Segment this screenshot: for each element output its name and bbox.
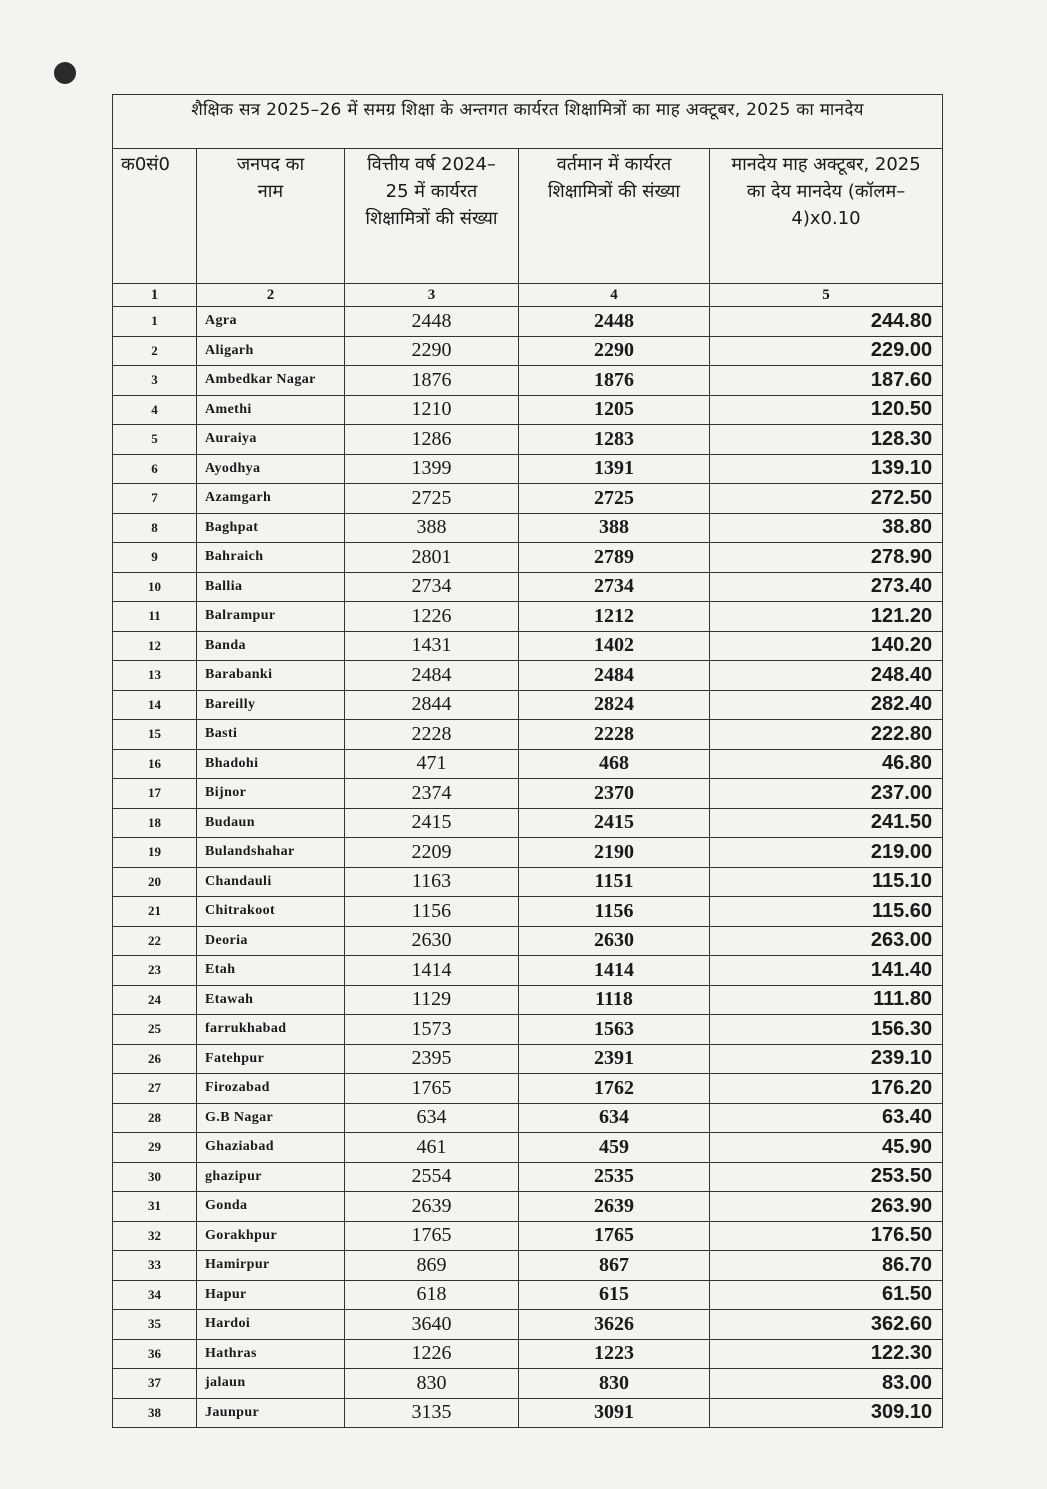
cell-serial-number: 18 — [113, 808, 197, 838]
table-row — [113, 395, 943, 425]
cell-previous-year-count: 2290 — [345, 336, 519, 366]
cell-serial-number: 33 — [113, 1251, 197, 1281]
cell-district-name: G.B Nagar — [197, 1103, 345, 1133]
cell-honorarium-amount: 229.00 — [710, 336, 943, 366]
cell-district-name: Ghaziabad — [197, 1133, 345, 1163]
cell-serial-number: 37 — [113, 1369, 197, 1399]
header-honorarium: मानदेय माह अक्टूबर, 2025 का देय मानदेय (कॉलम–4)x0.10 — [710, 149, 943, 284]
punch-hole-mark — [54, 62, 76, 84]
cell-previous-year-count: 830 — [345, 1369, 519, 1399]
cell-serial-number: 35 — [113, 1310, 197, 1340]
cell-serial-number: 21 — [113, 897, 197, 927]
table-row — [113, 661, 943, 691]
cell-honorarium-amount: 83.00 — [710, 1369, 943, 1399]
cell-district-name: Deoria — [197, 926, 345, 956]
cell-honorarium-amount: 263.00 — [710, 926, 943, 956]
cell-district-name: Amethi — [197, 395, 345, 425]
cell-serial-number: 38 — [113, 1398, 197, 1428]
cell-previous-year-count: 1226 — [345, 602, 519, 632]
honorarium-sheet — [112, 94, 942, 1428]
cell-current-count: 2415 — [519, 808, 710, 838]
cell-previous-year-count: 1129 — [345, 985, 519, 1015]
cell-honorarium-amount: 140.20 — [710, 631, 943, 661]
cell-current-count: 468 — [519, 749, 710, 779]
table-row — [113, 1133, 943, 1163]
cell-current-count: 388 — [519, 513, 710, 543]
table-row — [113, 513, 943, 543]
cell-previous-year-count: 634 — [345, 1103, 519, 1133]
header-previous-year-count: वित्तीय वर्ष 2024–25 में कार्यरत शिक्षामित्रों की संख्या — [345, 149, 519, 284]
cell-current-count: 1212 — [519, 602, 710, 632]
cell-district-name: Firozabad — [197, 1074, 345, 1104]
cell-serial-number: 32 — [113, 1221, 197, 1251]
table-row — [113, 1103, 943, 1133]
cell-honorarium-amount: 115.10 — [710, 867, 943, 897]
table-row — [113, 749, 943, 779]
cell-honorarium-amount: 121.20 — [710, 602, 943, 632]
table-row — [113, 867, 943, 897]
cell-district-name: Etawah — [197, 985, 345, 1015]
cell-previous-year-count: 2395 — [345, 1044, 519, 1074]
table-row — [113, 602, 943, 632]
table-row — [113, 336, 943, 366]
cell-previous-year-count: 2415 — [345, 808, 519, 838]
column-number-row — [113, 284, 943, 307]
cell-current-count: 2789 — [519, 543, 710, 573]
cell-district-name: farrukhabad — [197, 1015, 345, 1045]
cell-serial-number: 3 — [113, 366, 197, 396]
cell-previous-year-count: 1765 — [345, 1074, 519, 1104]
cell-honorarium-amount: 282.40 — [710, 690, 943, 720]
cell-serial-number: 26 — [113, 1044, 197, 1074]
table-row — [113, 543, 943, 573]
cell-current-count: 1762 — [519, 1074, 710, 1104]
cell-honorarium-amount: 237.00 — [710, 779, 943, 809]
table-row — [113, 985, 943, 1015]
cell-honorarium-amount: 309.10 — [710, 1398, 943, 1428]
cell-honorarium-amount: 362.60 — [710, 1310, 943, 1340]
cell-serial-number: 25 — [113, 1015, 197, 1045]
cell-current-count: 2228 — [519, 720, 710, 750]
table-row — [113, 425, 943, 455]
cell-district-name: Bareilly — [197, 690, 345, 720]
cell-previous-year-count: 388 — [345, 513, 519, 543]
column-number: 4 — [519, 284, 710, 307]
cell-previous-year-count: 1210 — [345, 395, 519, 425]
cell-current-count: 1223 — [519, 1339, 710, 1369]
cell-honorarium-amount: 244.80 — [710, 307, 943, 337]
cell-previous-year-count: 869 — [345, 1251, 519, 1281]
cell-serial-number: 5 — [113, 425, 197, 455]
cell-serial-number: 19 — [113, 838, 197, 868]
table-row — [113, 808, 943, 838]
cell-honorarium-amount: 38.80 — [710, 513, 943, 543]
cell-serial-number: 14 — [113, 690, 197, 720]
cell-current-count: 3626 — [519, 1310, 710, 1340]
table-row — [113, 1369, 943, 1399]
cell-honorarium-amount: 239.10 — [710, 1044, 943, 1074]
cell-current-count: 3091 — [519, 1398, 710, 1428]
cell-district-name: Chandauli — [197, 867, 345, 897]
cell-current-count: 2639 — [519, 1192, 710, 1222]
cell-previous-year-count: 2725 — [345, 484, 519, 514]
cell-honorarium-amount: 46.80 — [710, 749, 943, 779]
cell-honorarium-amount: 141.40 — [710, 956, 943, 986]
cell-honorarium-amount: 45.90 — [710, 1133, 943, 1163]
table-row — [113, 1015, 943, 1045]
cell-honorarium-amount: 176.50 — [710, 1221, 943, 1251]
cell-current-count: 1402 — [519, 631, 710, 661]
table-row — [113, 1162, 943, 1192]
cell-district-name: Auraiya — [197, 425, 345, 455]
cell-previous-year-count: 618 — [345, 1280, 519, 1310]
cell-previous-year-count: 1765 — [345, 1221, 519, 1251]
table-row — [113, 572, 943, 602]
header-current-count: वर्तमान में कार्यरत शिक्षामित्रों की संख्या — [519, 149, 710, 284]
header-district-name: जनपद का नाम — [197, 149, 345, 284]
cell-previous-year-count: 2448 — [345, 307, 519, 337]
cell-honorarium-amount: 139.10 — [710, 454, 943, 484]
cell-district-name: Hardoi — [197, 1310, 345, 1340]
cell-previous-year-count: 3135 — [345, 1398, 519, 1428]
cell-honorarium-amount: 156.30 — [710, 1015, 943, 1045]
cell-district-name: Ambedkar Nagar — [197, 366, 345, 396]
cell-current-count: 867 — [519, 1251, 710, 1281]
cell-honorarium-amount: 128.30 — [710, 425, 943, 455]
table-row — [113, 484, 943, 514]
cell-previous-year-count: 1226 — [345, 1339, 519, 1369]
cell-previous-year-count: 2228 — [345, 720, 519, 750]
cell-district-name: Chitrakoot — [197, 897, 345, 927]
cell-honorarium-amount: 272.50 — [710, 484, 943, 514]
cell-serial-number: 13 — [113, 661, 197, 691]
cell-serial-number: 10 — [113, 572, 197, 602]
table-row — [113, 720, 943, 750]
table-row — [113, 1310, 943, 1340]
table-row — [113, 454, 943, 484]
cell-previous-year-count: 2734 — [345, 572, 519, 602]
cell-honorarium-amount: 176.20 — [710, 1074, 943, 1104]
cell-honorarium-amount: 63.40 — [710, 1103, 943, 1133]
cell-previous-year-count: 2554 — [345, 1162, 519, 1192]
cell-serial-number: 16 — [113, 749, 197, 779]
cell-current-count: 1876 — [519, 366, 710, 396]
cell-previous-year-count: 1399 — [345, 454, 519, 484]
cell-current-count: 2535 — [519, 1162, 710, 1192]
cell-current-count: 2484 — [519, 661, 710, 691]
cell-previous-year-count: 2801 — [345, 543, 519, 573]
cell-district-name: Ballia — [197, 572, 345, 602]
cell-previous-year-count: 2639 — [345, 1192, 519, 1222]
cell-serial-number: 6 — [113, 454, 197, 484]
cell-previous-year-count: 2374 — [345, 779, 519, 809]
cell-serial-number: 4 — [113, 395, 197, 425]
cell-serial-number: 8 — [113, 513, 197, 543]
cell-current-count: 634 — [519, 1103, 710, 1133]
cell-previous-year-count: 1156 — [345, 897, 519, 927]
cell-honorarium-amount: 263.90 — [710, 1192, 943, 1222]
cell-previous-year-count: 2844 — [345, 690, 519, 720]
cell-district-name: Gonda — [197, 1192, 345, 1222]
cell-serial-number: 27 — [113, 1074, 197, 1104]
cell-current-count: 830 — [519, 1369, 710, 1399]
cell-district-name: Aligarh — [197, 336, 345, 366]
cell-previous-year-count: 1573 — [345, 1015, 519, 1045]
cell-current-count: 1118 — [519, 985, 710, 1015]
cell-district-name: Agra — [197, 307, 345, 337]
cell-district-name: Hamirpur — [197, 1251, 345, 1281]
table-row — [113, 366, 943, 396]
cell-honorarium-amount: 222.80 — [710, 720, 943, 750]
cell-previous-year-count: 3640 — [345, 1310, 519, 1340]
table-title: शैक्षिक सत्र 2025–26 में समग्र शिक्षा के अन्तगत कार्यरत शिक्षामित्रों का माह अक्टूबर, 2025 का मानदेय — [113, 95, 943, 149]
cell-honorarium-amount: 111.80 — [710, 985, 943, 1015]
cell-previous-year-count: 1876 — [345, 366, 519, 396]
cell-district-name: Jaunpur — [197, 1398, 345, 1428]
cell-serial-number: 11 — [113, 602, 197, 632]
cell-current-count: 1391 — [519, 454, 710, 484]
table-row — [113, 1044, 943, 1074]
cell-honorarium-amount: 122.30 — [710, 1339, 943, 1369]
cell-current-count: 2630 — [519, 926, 710, 956]
cell-honorarium-amount: 120.50 — [710, 395, 943, 425]
cell-current-count: 2725 — [519, 484, 710, 514]
table-row — [113, 1398, 943, 1428]
cell-serial-number: 2 — [113, 336, 197, 366]
cell-previous-year-count: 2484 — [345, 661, 519, 691]
cell-serial-number: 17 — [113, 779, 197, 809]
cell-previous-year-count: 461 — [345, 1133, 519, 1163]
cell-previous-year-count: 1163 — [345, 867, 519, 897]
cell-honorarium-amount: 253.50 — [710, 1162, 943, 1192]
cell-previous-year-count: 1286 — [345, 425, 519, 455]
table-row — [113, 838, 943, 868]
cell-previous-year-count: 471 — [345, 749, 519, 779]
cell-district-name: Bijnor — [197, 779, 345, 809]
cell-district-name: Baghpat — [197, 513, 345, 543]
column-number: 5 — [710, 284, 943, 307]
cell-district-name: Barabanki — [197, 661, 345, 691]
cell-serial-number: 28 — [113, 1103, 197, 1133]
cell-current-count: 2734 — [519, 572, 710, 602]
cell-serial-number: 20 — [113, 867, 197, 897]
cell-district-name: Balrampur — [197, 602, 345, 632]
cell-serial-number: 31 — [113, 1192, 197, 1222]
cell-previous-year-count: 1414 — [345, 956, 519, 986]
cell-current-count: 1563 — [519, 1015, 710, 1045]
cell-serial-number: 34 — [113, 1280, 197, 1310]
cell-serial-number: 22 — [113, 926, 197, 956]
cell-honorarium-amount: 86.70 — [710, 1251, 943, 1281]
table-row — [113, 779, 943, 809]
cell-honorarium-amount: 219.00 — [710, 838, 943, 868]
cell-current-count: 2391 — [519, 1044, 710, 1074]
table-row — [113, 307, 943, 337]
table-row — [113, 926, 943, 956]
cell-current-count: 2290 — [519, 336, 710, 366]
cell-district-name: Gorakhpur — [197, 1221, 345, 1251]
cell-current-count: 1151 — [519, 867, 710, 897]
table-row — [113, 897, 943, 927]
cell-current-count: 459 — [519, 1133, 710, 1163]
cell-district-name: Budaun — [197, 808, 345, 838]
cell-serial-number: 12 — [113, 631, 197, 661]
table-row — [113, 1251, 943, 1281]
cell-serial-number: 36 — [113, 1339, 197, 1369]
cell-serial-number: 7 — [113, 484, 197, 514]
cell-previous-year-count: 1431 — [345, 631, 519, 661]
cell-honorarium-amount: 241.50 — [710, 808, 943, 838]
cell-district-name: Bahraich — [197, 543, 345, 573]
cell-current-count: 2824 — [519, 690, 710, 720]
table-row — [113, 690, 943, 720]
table-row — [113, 1221, 943, 1251]
cell-district-name: Hathras — [197, 1339, 345, 1369]
cell-district-name: Banda — [197, 631, 345, 661]
cell-honorarium-amount: 273.40 — [710, 572, 943, 602]
cell-honorarium-amount: 61.50 — [710, 1280, 943, 1310]
cell-district-name: Bulandshahar — [197, 838, 345, 868]
cell-current-count: 1205 — [519, 395, 710, 425]
cell-serial-number: 23 — [113, 956, 197, 986]
cell-honorarium-amount: 115.60 — [710, 897, 943, 927]
table-body — [113, 307, 943, 1428]
cell-serial-number: 30 — [113, 1162, 197, 1192]
table-row — [113, 1074, 943, 1104]
cell-honorarium-amount: 187.60 — [710, 366, 943, 396]
cell-district-name: Hapur — [197, 1280, 345, 1310]
cell-current-count: 2370 — [519, 779, 710, 809]
cell-district-name: Ayodhya — [197, 454, 345, 484]
header-serial-number: क0सं0 — [113, 149, 197, 284]
cell-serial-number: 24 — [113, 985, 197, 1015]
cell-serial-number: 1 — [113, 307, 197, 337]
cell-current-count: 2448 — [519, 307, 710, 337]
cell-current-count: 2190 — [519, 838, 710, 868]
cell-honorarium-amount: 248.40 — [710, 661, 943, 691]
table-row — [113, 1280, 943, 1310]
cell-serial-number: 29 — [113, 1133, 197, 1163]
table-row — [113, 631, 943, 661]
cell-current-count: 1414 — [519, 956, 710, 986]
cell-district-name: ghazipur — [197, 1162, 345, 1192]
table-row — [113, 1339, 943, 1369]
cell-previous-year-count: 2209 — [345, 838, 519, 868]
cell-district-name: Etah — [197, 956, 345, 986]
cell-previous-year-count: 2630 — [345, 926, 519, 956]
column-number: 3 — [345, 284, 519, 307]
cell-district-name: Basti — [197, 720, 345, 750]
cell-serial-number: 15 — [113, 720, 197, 750]
column-number: 2 — [197, 284, 345, 307]
cell-district-name: Bhadohi — [197, 749, 345, 779]
cell-honorarium-amount: 278.90 — [710, 543, 943, 573]
cell-current-count: 1283 — [519, 425, 710, 455]
column-number: 1 — [113, 284, 197, 307]
cell-current-count: 1765 — [519, 1221, 710, 1251]
cell-current-count: 1156 — [519, 897, 710, 927]
cell-current-count: 615 — [519, 1280, 710, 1310]
cell-district-name: Fatehpur — [197, 1044, 345, 1074]
table-row — [113, 1192, 943, 1222]
honorarium-table — [112, 94, 943, 1428]
cell-district-name: Azamgarh — [197, 484, 345, 514]
table-row — [113, 956, 943, 986]
cell-serial-number: 9 — [113, 543, 197, 573]
cell-district-name: jalaun — [197, 1369, 345, 1399]
